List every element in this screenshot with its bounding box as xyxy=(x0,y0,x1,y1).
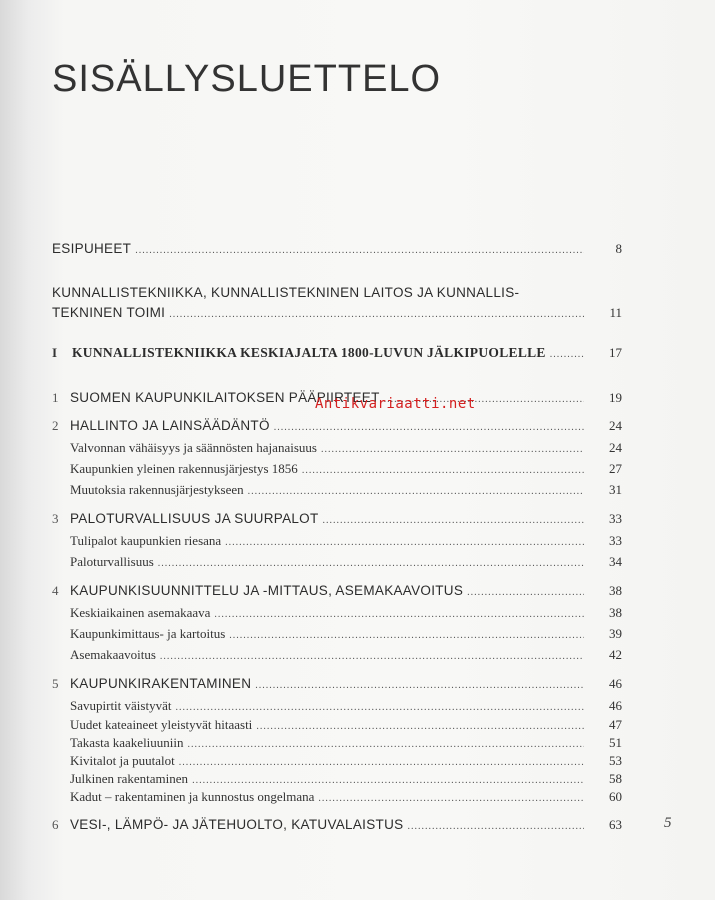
leader-dots xyxy=(302,462,584,480)
toc-page-number: 24 xyxy=(609,440,622,455)
folio-page-number: 5 xyxy=(664,815,672,831)
toc-entry-intro-line1: KUNNALLISTEKNIIKKA, KUNNALLISTEKNINEN LAITOS JA KUNNALLIS- xyxy=(52,285,520,300)
toc-subentry-title: Tulipalot kaupunkien riesana xyxy=(70,533,222,548)
leader-dots xyxy=(550,346,584,364)
watermark: Antikvariaatti.net xyxy=(315,396,476,412)
toc-subentry xyxy=(70,439,622,459)
leader-dots xyxy=(158,555,584,573)
toc-subentry xyxy=(70,716,622,736)
toc-subentry xyxy=(70,604,622,624)
toc-page-number: 8 xyxy=(615,241,622,256)
chapter-number: 4 xyxy=(52,583,59,598)
toc-page-number: 11 xyxy=(609,305,622,320)
leader-dots xyxy=(323,512,584,530)
toc-subentry xyxy=(70,481,622,501)
toc-entry-title: ESIPUHEET xyxy=(52,241,132,256)
toc-entry-chapter-5 xyxy=(52,675,622,695)
toc-subentry-title: Uudet kateaineet yleistyvät hitaasti xyxy=(70,717,253,732)
leader-dots xyxy=(248,483,584,501)
toc-page-number: 58 xyxy=(609,771,622,786)
toc-entry-title: KAUPUNKIRAKENTAMINEN xyxy=(70,676,252,691)
toc-page-number: 63 xyxy=(609,817,622,832)
toc-subentry-title: Muutoksia rakennusjärjestykseen xyxy=(70,482,244,497)
toc-subentry xyxy=(70,770,622,790)
toc-page-number: 60 xyxy=(609,789,622,804)
leader-dots xyxy=(169,306,584,324)
toc-entry-preface xyxy=(52,240,622,260)
toc-subentry-title: Savupirtit väistyvät xyxy=(70,698,172,713)
toc-page-number: 27 xyxy=(609,461,622,476)
leader-dots xyxy=(225,534,584,552)
toc-page-number: 42 xyxy=(609,647,622,662)
toc-page-number: 31 xyxy=(609,482,622,497)
leader-dots xyxy=(175,699,584,717)
toc-subentry-title: Valvonnan vähäisyys ja säännösten hajanaisuus xyxy=(70,440,317,455)
toc-subentry-title: Takasta kaakeliuuniin xyxy=(70,735,184,750)
toc-subentry xyxy=(70,625,622,645)
toc-subentry-title: Kivitalot ja puutalot xyxy=(70,753,175,768)
chapter-number: 1 xyxy=(52,390,59,405)
leader-dots xyxy=(318,790,584,808)
toc-page-number: 17 xyxy=(609,345,622,360)
chapter-number: 6 xyxy=(52,817,59,832)
leader-dots xyxy=(229,627,584,645)
toc-entry-title: HALLINTO JA LAINSÄÄDÄNTÖ xyxy=(70,418,270,433)
toc-page-number: 46 xyxy=(609,676,622,691)
toc-page-number: 51 xyxy=(609,735,622,750)
toc-subentry-title: Julkinen rakentaminen xyxy=(70,771,189,786)
toc-entry-intro xyxy=(52,304,622,324)
toc-entry-title: PALOTURVALLISUUS JA SUURPALOT xyxy=(70,511,319,526)
toc-page-number: 38 xyxy=(609,583,622,598)
chapter-number: 3 xyxy=(52,511,59,526)
toc-entry-part-1 xyxy=(52,344,622,364)
toc-entry-title: VESI-, LÄMPÖ- JA JÄTEHUOLTO, KATUVALAISTUS xyxy=(70,817,404,832)
toc-subentry xyxy=(70,697,622,717)
leader-dots xyxy=(160,648,584,666)
leader-dots xyxy=(255,677,584,695)
toc-page-number: 53 xyxy=(609,753,622,768)
toc-page-number: 33 xyxy=(609,533,622,548)
toc-subentry-title: Asemakaavoitus xyxy=(70,647,156,662)
leader-dots xyxy=(321,441,584,459)
toc-subentry xyxy=(70,460,622,480)
toc-entry-title: KUNNALLISTEKNIIKKA KESKIAJALTA 1800-LUVUN JÄLKIPUOLELLE xyxy=(72,345,546,360)
toc-subentry xyxy=(70,532,622,552)
toc-subentry xyxy=(70,553,622,573)
toc-subentry-title: Paloturvallisuus xyxy=(70,554,154,569)
toc-subentry-title: Kaupunkien yleinen rakennusjärjestys 1856 xyxy=(70,461,298,476)
toc-page-number: 39 xyxy=(609,626,622,641)
leader-dots xyxy=(135,242,584,260)
toc-subentry xyxy=(70,734,622,754)
toc-page-number: 19 xyxy=(609,390,622,405)
toc-subentry xyxy=(70,646,622,666)
toc-entry-title: TEKNINEN TOIMI xyxy=(52,305,166,320)
toc-entry-chapter-6 xyxy=(52,816,622,836)
toc-subentry xyxy=(70,788,622,808)
toc-page-number: 47 xyxy=(609,717,622,732)
toc-subentry xyxy=(70,752,622,772)
toc-subentry-title: Kadut – rakentaminen ja kunnostus ongelmana xyxy=(70,789,315,804)
chapter-number: 2 xyxy=(52,418,59,433)
leader-dots xyxy=(467,584,584,602)
toc-entry-title: SUOMEN KAUPUNKILAITOKSEN PÄÄPIIRTEET xyxy=(70,390,380,405)
page-title: SISÄLLYSLUETTELO xyxy=(52,58,442,100)
toc-entry-chapter-2 xyxy=(52,417,622,437)
toc-entry-chapter-3 xyxy=(52,510,622,530)
leader-dots xyxy=(274,419,584,437)
part-number: I xyxy=(52,345,58,360)
toc-entry-title: KAUPUNKISUUNNITTELU JA -MITTAUS, ASEMAKAAVOITUS xyxy=(70,583,464,598)
toc-entry-chapter-4 xyxy=(52,582,622,602)
toc-page-number: 33 xyxy=(609,511,622,526)
leader-dots xyxy=(407,818,584,836)
toc-subentry-title: Kaupunkimittaus- ja kartoitus xyxy=(70,626,226,641)
toc-page-number: 46 xyxy=(609,698,622,713)
toc-page-number: 24 xyxy=(609,418,622,433)
toc-page-number: 34 xyxy=(609,554,622,569)
leader-dots xyxy=(214,606,584,624)
toc-subentry-title: Keskiaikainen asemakaava xyxy=(70,605,211,620)
chapter-number: 5 xyxy=(52,676,59,691)
toc-page-number: 38 xyxy=(609,605,622,620)
